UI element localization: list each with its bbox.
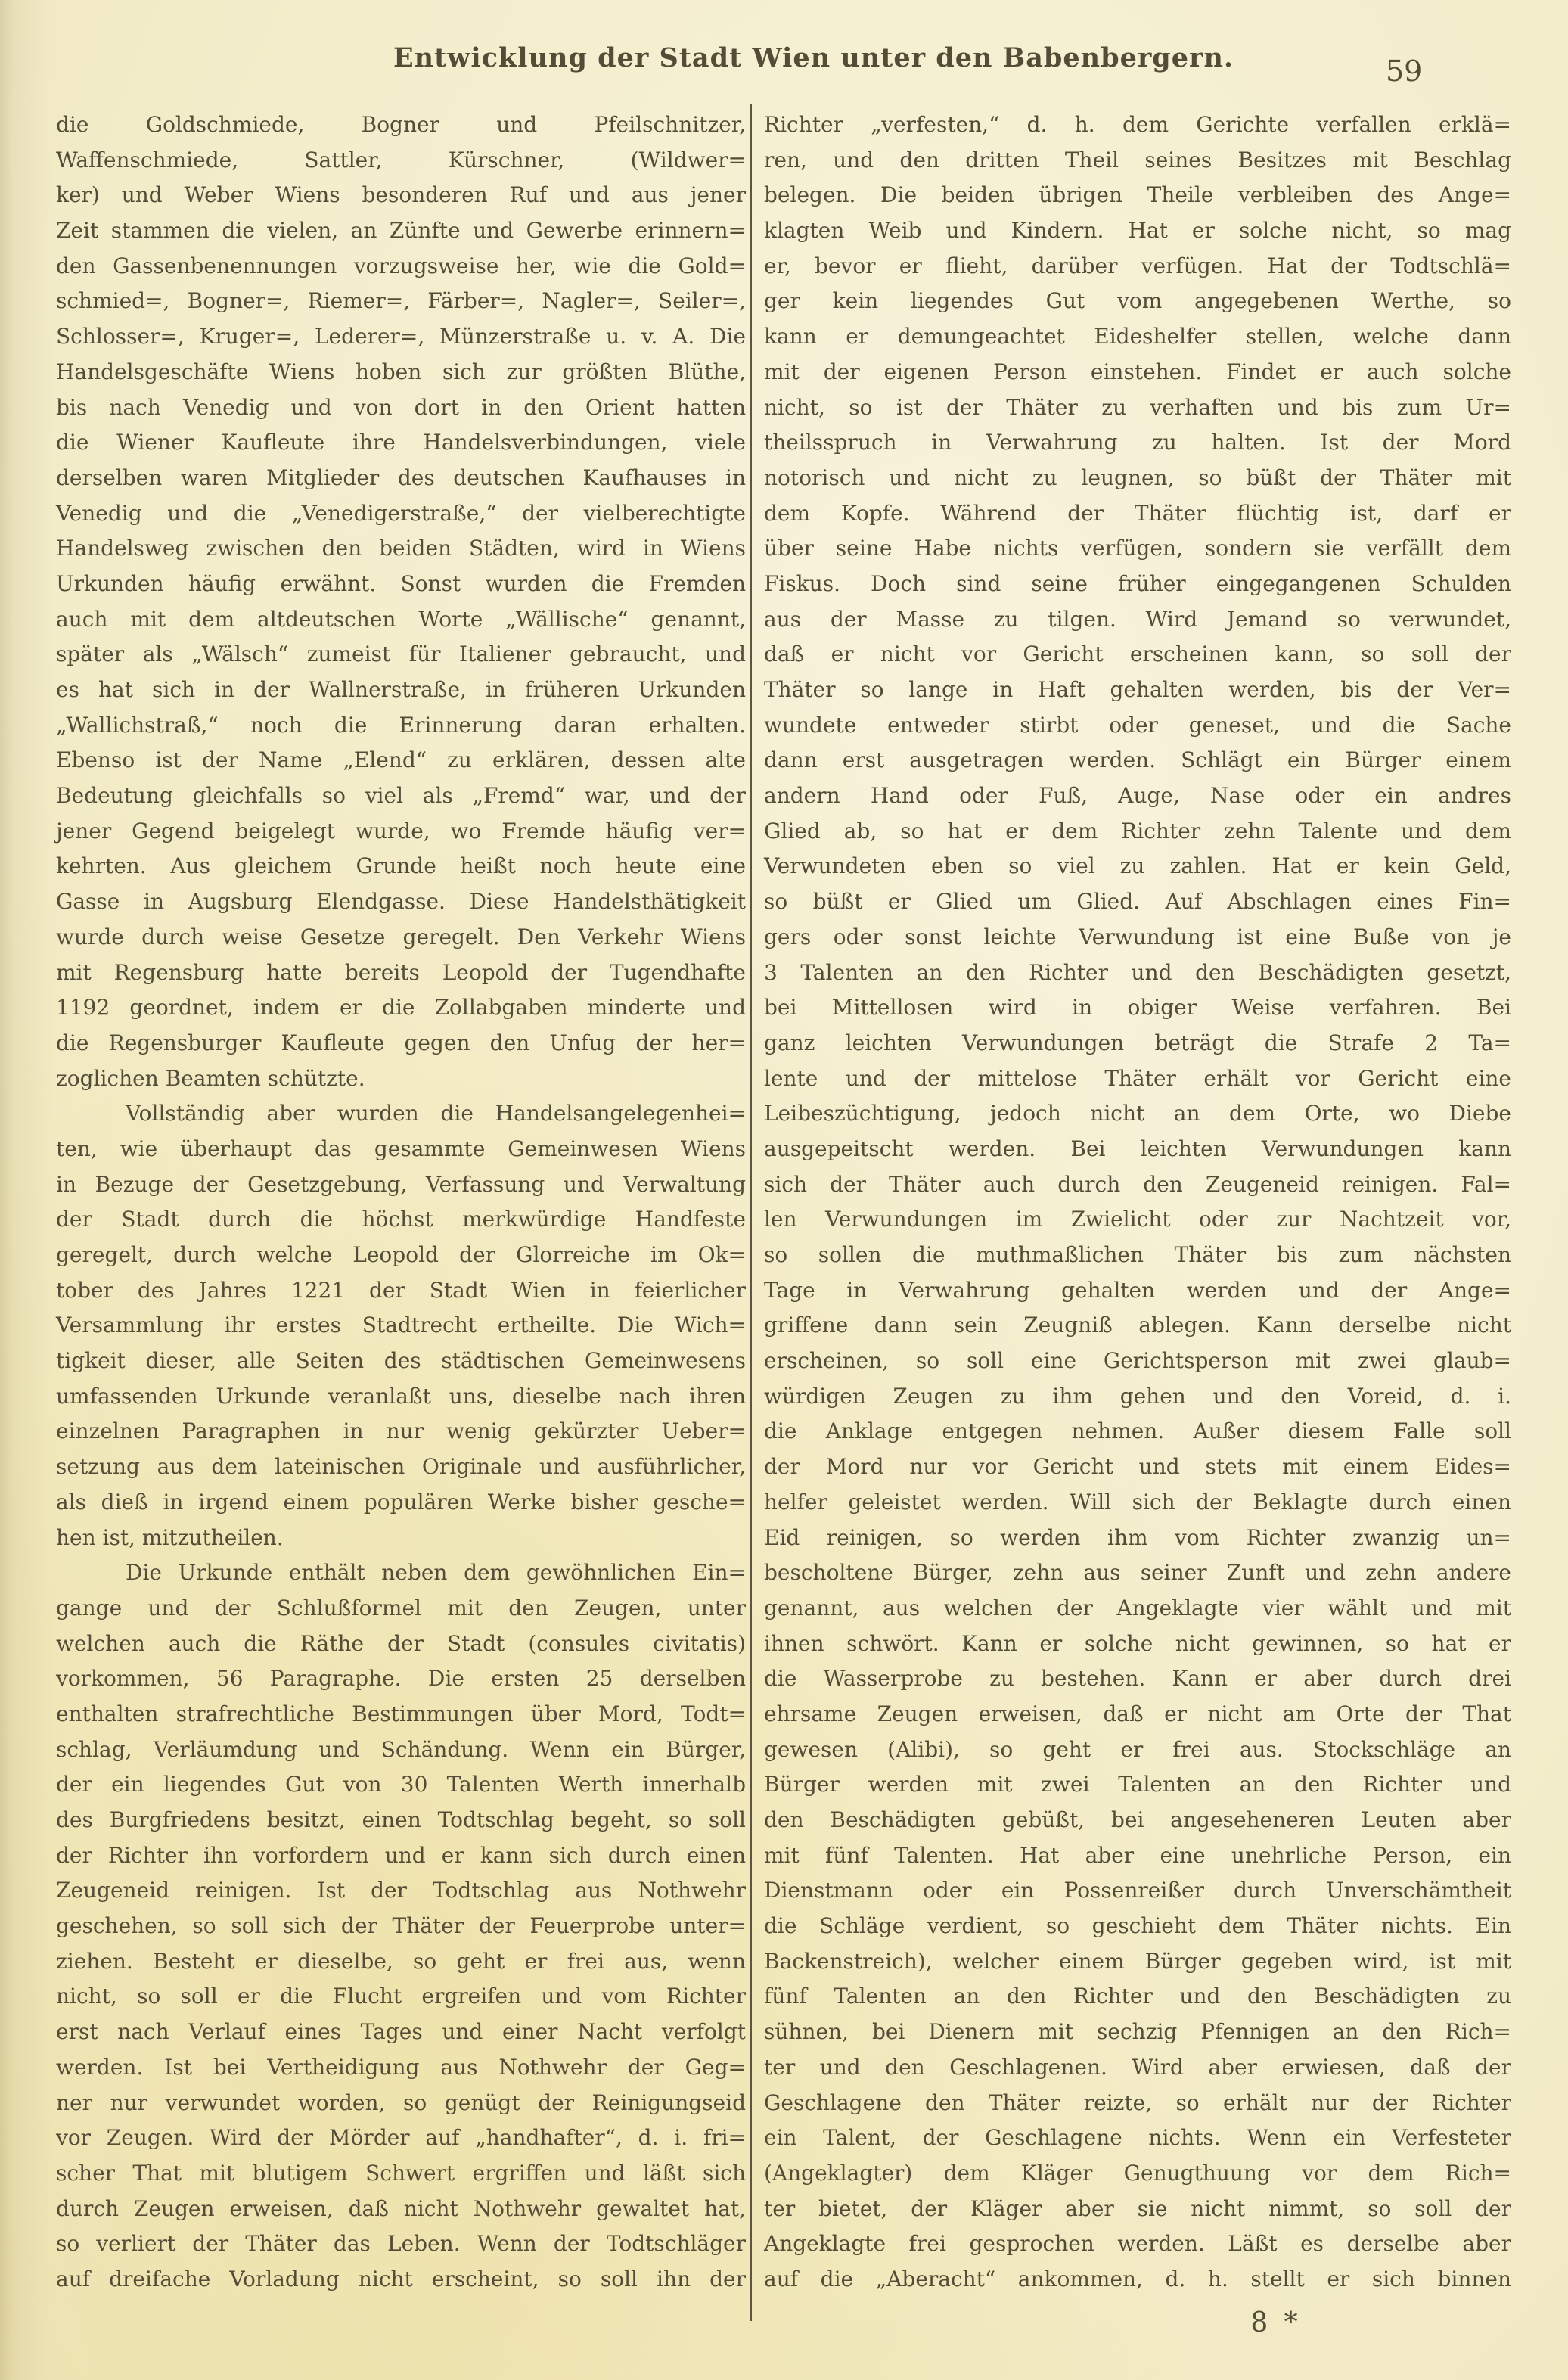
text-line: ger kein liegendes Gut vom angegebenen Werthe, so <box>764 288 1511 314</box>
text-line: theilsspruch in Verwahrung zu halten. Ist der Mord <box>764 430 1511 455</box>
text-line: würdigen Zeugen zu ihm gehen und den Voreid, d. i. <box>764 1383 1511 1409</box>
text-line: ehrsame Zeugen erweisen, daß er nicht am Orte der That <box>764 1701 1511 1726</box>
text-line: andern Hand oder Fuß, Auge, Nase oder ein andres <box>764 783 1511 809</box>
text-line: ner nur verwundet worden, so genügt der Reinigungseid <box>56 2089 746 2115</box>
text-line: Versammlung ihr erstes Stadtrecht ertheilte. Die Wich= <box>56 1313 746 1338</box>
text-line: die Regensburger Kaufleute gegen den Unfug der her= <box>56 1030 746 1055</box>
text-line: schlag, Verläumdung und Schändung. Wenn ein Bürger, <box>56 1736 746 1762</box>
text-line: tober des Jahres 1221 der Stadt Wien in feierlicher <box>56 1277 746 1303</box>
text-line: ren, und den dritten Theil seines Besitzes mit Beschlag <box>764 147 1511 172</box>
text-line: 3 Talenten an den Richter und den Beschädigten gesetzt, <box>764 959 1511 985</box>
text-line: dem Kopfe. Während der Thäter flüchtig ist, darf er <box>764 500 1511 526</box>
text-line: Leibeszüchtigung, jedoch nicht an dem Orte, wo Diebe <box>764 1101 1511 1126</box>
text-line: fünf Talenten an den Richter und den Beschädigten zu <box>764 1984 1511 2009</box>
text-line: durch Zeugen erweisen, daß nicht Nothwehr gewaltet hat, <box>56 2195 746 2221</box>
text-line: Glied ab, so hat er dem Richter zehn Talente und dem <box>764 818 1511 844</box>
text-line: Richter „verfesten,“ d. h. dem Gerichte verfallen erklä= <box>764 112 1511 137</box>
text-line: über seine Habe nichts verfügen, sondern sie verfällt dem <box>764 536 1511 561</box>
text-line: die Anklage entgegen nehmen. Außer diesem Falle soll <box>764 1418 1511 1444</box>
text-line: Geschlagene den Thäter reizte, so erhält nur der Richter <box>764 2089 1511 2115</box>
text-line: als dieß in irgend einem populären Werke bisher gesche= <box>56 1489 746 1515</box>
text-line: sich der Thäter auch durch den Zeugeneid reinigen. Fal= <box>764 1171 1511 1197</box>
text-line: vor Zeugen. Wird der Mörder auf „handhafter“, d. i. fri= <box>56 2125 746 2151</box>
text-line: (Angeklagter) dem Kläger Genugthuung vor dem Rich= <box>764 2160 1511 2186</box>
text-line: den Gassenbenennungen vorzugsweise her, wie die Gold= <box>56 253 746 278</box>
text-line: sühnen, bei Dienern mit sechzig Pfennigen an den Rich= <box>764 2019 1511 2045</box>
text-line: so büßt er Glied um Glied. Auf Abschlagen eines Fin= <box>764 889 1511 915</box>
text-line: enthalten strafrechtliche Bestimmungen über Mord, Todt= <box>56 1701 746 1726</box>
text-line: genannt, aus welchen der Angeklagte vier wählt und mit <box>764 1595 1511 1620</box>
text-line: Bedeutung gleichfalls so viel als „Fremd“ war, und der <box>56 783 746 809</box>
right-text-column <box>764 107 1511 2298</box>
text-line: ein Talent, der Geschlagene nichts. Wenn ein Verfesteter <box>764 2125 1511 2151</box>
text-line: die Schläge verdient, so geschieht dem Thäter nichts. Ein <box>764 1913 1511 1939</box>
text-line: der Stadt durch die höchst merkwürdige Handfeste <box>56 1207 746 1232</box>
text-line: Zeugeneid reinigen. Ist der Todtschlag aus Nothwehr <box>56 1878 746 1903</box>
text-line: mit Regensburg hatte bereits Leopold der Tugendhafte <box>56 959 746 985</box>
text-line: schmied=, Bogner=, Riemer=, Färber=, Nagler=, Seiler=, <box>56 288 746 314</box>
text-line: der Richter ihn vorfordern und er kann sich durch einen <box>56 1842 746 1868</box>
text-line: ziehen. Besteht er dieselbe, so geht er frei aus, wenn <box>56 1948 746 1974</box>
text-line: Venedig und die „Venedigerstraße,“ der vielberechtigte <box>56 500 746 526</box>
text-line: er, bevor er flieht, darüber verfügen. Hat der Todtschlä= <box>764 253 1511 278</box>
text-line: der ein liegendes Gut von 30 Talenten Werth innerhalb <box>56 1772 746 1797</box>
text-line: hen ist, mitzutheilen. <box>56 1524 284 1550</box>
text-line: kehrten. Aus gleichem Grunde heißt noch heute eine <box>56 853 746 879</box>
text-line: wurde durch weise Gesetze geregelt. Den Verkehr Wiens <box>56 924 746 949</box>
text-line: setzung aus dem lateinischen Originale und ausführlicher, <box>56 1454 746 1480</box>
text-line: Angeklagte frei gesprochen werden. Läßt es derselbe aber <box>764 2231 1511 2257</box>
text-line: len Verwundungen im Zwielicht oder zur Nachtzeit vor, <box>764 1207 1511 1232</box>
running-header: Entwicklung der Stadt Wien unter den Babenbergern. <box>393 42 1234 73</box>
text-line: geregelt, durch welche Leopold der Glorreiche im Ok= <box>56 1242 746 1267</box>
text-line: welchen auch die Räthe der Stadt (consules civitatis) <box>56 1630 746 1656</box>
text-line: vorkommen, 56 Paragraphe. Die ersten 25 derselben <box>56 1666 746 1692</box>
text-line: Waffenschmiede, Sattler, Kürschner, (Wildwer= <box>56 147 746 172</box>
text-line: Eid reinigen, so werden ihm vom Richter zwanzig un= <box>764 1524 1511 1550</box>
text-line: gewesen (Alibi), so geht er frei aus. Stockschläge an <box>764 1736 1511 1762</box>
text-line: ker) und Weber Wiens besonderen Ruf und aus jener <box>56 182 746 208</box>
page-number: 59 <box>1386 54 1423 88</box>
text-line: scher That mit blutigem Schwert ergriffen und läßt sich <box>56 2160 746 2186</box>
text-line: gange und der Schlußformel mit den Zeugen, unter <box>56 1595 746 1620</box>
text-line: belegen. Die beiden übrigen Theile verbleiben des Ange= <box>764 182 1511 208</box>
text-line: ganz leichten Verwundungen beträgt die Strafe 2 Ta= <box>764 1030 1511 1055</box>
text-line: bis nach Venedig und von dort in den Orient hatten <box>56 394 746 420</box>
text-line: Zeit stammen die vielen, an Zünfte und Gewerbe erinnern= <box>56 218 746 244</box>
text-line: werden. Ist bei Vertheidigung aus Nothwehr der Geg= <box>56 2054 746 2080</box>
text-line: so sollen die muthmaßlichen Thäter bis zum nächsten <box>764 1242 1511 1267</box>
text-line: einzelnen Paragraphen in nur wenig gekürzter Ueber= <box>56 1418 746 1444</box>
text-line: die Goldschmiede, Bogner und Pfeilschnitzer, <box>56 112 746 137</box>
text-line: nicht, so ist der Thäter zu verhaften und bis zum Ur= <box>764 394 1511 420</box>
text-line: Dienstmann oder ein Possenreißer durch Unverschämtheit <box>764 1878 1511 1903</box>
text-line: mit fünf Talenten. Hat aber eine unehrliche Person, ein <box>764 1842 1511 1868</box>
text-line: Handelsgeschäfte Wiens hoben sich zur größten Blüthe, <box>56 359 746 384</box>
text-line: Fiskus. Doch sind seine früher eingegangenen Schulden <box>764 570 1511 596</box>
text-line: es hat sich in der Wallnerstraße, in früheren Urkunden <box>56 677 746 702</box>
text-line: erscheinen, so soll eine Gerichtsperson mit zwei glaub= <box>764 1348 1511 1374</box>
text-line: Verwundeten eben so viel zu zahlen. Hat er kein Geld, <box>764 853 1511 879</box>
text-line: erst nach Verlauf eines Tages und einer Nacht verfolgt <box>56 2019 746 2045</box>
text-line: die Wiener Kaufleute ihre Handelsverbindungen, viele <box>56 430 746 455</box>
text-line: jener Gegend beigelegt wurde, wo Fremde häufig ver= <box>56 818 746 844</box>
text-line: auf die „Aberacht“ ankommen, d. h. stellt er sich binnen <box>764 2266 1511 2291</box>
text-line: ter bietet, der Kläger aber sie nicht nimmt, so soll der <box>764 2195 1511 2221</box>
text-line: 1192 geordnet, indem er die Zollabgaben minderte und <box>56 995 746 1021</box>
text-line: auf dreifache Vorladung nicht erscheint, so soll ihn der <box>56 2266 746 2291</box>
text-line: helfer geleistet werden. Will sich der Beklagte durch einen <box>764 1489 1511 1515</box>
text-line: bei Mittellosen wird in obiger Weise verfahren. Bei <box>764 995 1511 1021</box>
text-line: wundete entweder stirbt oder geneset, und die Sache <box>764 712 1511 738</box>
text-line: des Burgfriedens besitzt, einen Todtschlag begeht, so soll <box>56 1807 746 1832</box>
text-line: bescholtene Bürger, zehn aus seiner Zunft und zehn andere <box>764 1560 1511 1586</box>
text-line: aus der Masse zu tilgen. Wird Jemand so verwundet, <box>764 606 1511 632</box>
text-line: ten, wie überhaupt das gesammte Gemeinwesen Wiens <box>56 1136 746 1161</box>
text-line: dann erst ausgetragen werden. Schlägt ein Bürger einem <box>764 747 1511 773</box>
text-line: nicht, so soll er die Flucht ergreifen und vom Richter <box>56 1984 746 2009</box>
text-line: Tage in Verwahrung gehalten werden und der Ange= <box>764 1277 1511 1303</box>
text-line: daß er nicht vor Gericht erscheinen kann, so soll der <box>764 642 1511 667</box>
text-line: ausgepeitscht werden. Bei leichten Verwundungen kann <box>764 1136 1511 1161</box>
column-divider-rule <box>750 104 752 2321</box>
text-line: geschehen, so soll sich der Thäter der Feuerprobe unter= <box>56 1913 746 1939</box>
signature-mark: 8 * <box>1250 2307 1302 2338</box>
text-line: den Beschädigten gebüßt, bei angeseheneren Leuten aber <box>764 1807 1511 1832</box>
text-line: Urkunden häufig erwähnt. Sonst wurden die Fremden <box>56 570 746 596</box>
text-line: umfassenden Urkunde veranlaßt uns, dieselbe nach ihren <box>56 1383 746 1409</box>
text-line: Die Urkunde enthält neben dem gewöhnlichen Ein= <box>126 1560 746 1586</box>
text-line: die Wasserprobe zu bestehen. Kann er aber durch drei <box>764 1666 1511 1692</box>
text-line: der Mord nur vor Gericht und stets mit einem Eides= <box>764 1454 1511 1480</box>
text-line: mit der eigenen Person einstehen. Findet er auch solche <box>764 359 1511 384</box>
text-line: Thäter so lange in Haft gehalten werden, bis der Ver= <box>764 677 1511 702</box>
text-line: auch mit dem altdeutschen Worte „Wällische“ genannt, <box>56 606 746 632</box>
text-line: Handelsweg zwischen den beiden Städten, wird in Wiens <box>56 536 746 561</box>
text-line: Schlosser=, Kruger=, Lederer=, Münzerstraße u. v. A. Die <box>56 324 746 350</box>
text-line: lente und der mittelose Thäter erhält vor Gericht eine <box>764 1065 1511 1091</box>
text-line: gers oder sonst leichte Verwundung ist eine Buße von je <box>764 924 1511 949</box>
text-line: Gasse in Augsburg Elendgasse. Diese Handelsthätigkeit <box>56 889 746 915</box>
left-text-column <box>56 107 746 2298</box>
text-line: notorisch und nicht zu leugnen, so büßt der Thäter mit <box>764 465 1511 490</box>
text-line: Backenstreich), welcher einem Bürger gegeben wird, ist mit <box>764 1948 1511 1974</box>
text-line: klagten Weib und Kindern. Hat er solche nicht, so mag <box>764 218 1511 244</box>
text-line: kann er demungeachtet Eideshelfer stellen, welche dann <box>764 324 1511 350</box>
text-line: Ebenso ist der Name „Elend“ zu erklären, dessen alte <box>56 747 746 773</box>
text-line: zoglichen Beamten schützte. <box>56 1065 365 1091</box>
text-line: in Bezuge der Gesetzgebung, Verfassung und Verwaltung <box>56 1171 746 1197</box>
text-line: ter und den Geschlagenen. Wird aber erwiesen, daß der <box>764 2054 1511 2080</box>
text-line: später als „Wälsch“ zumeist für Italiener gebraucht, und <box>56 642 746 667</box>
text-line: Vollständig aber wurden die Handelsangelegenhei= <box>126 1101 746 1126</box>
text-line: ihnen schwört. Kann er solche nicht gewinnen, so hat er <box>764 1630 1511 1656</box>
text-line: Bürger werden mit zwei Talenten an den Richter und <box>764 1772 1511 1797</box>
text-line: griffene dann sein Zeugniß ablegen. Kann derselbe nicht <box>764 1313 1511 1338</box>
text-line: so verliert der Thäter das Leben. Wenn der Todtschläger <box>56 2231 746 2257</box>
text-line: „Wallichstraß,“ noch die Erinnerung daran erhalten. <box>56 712 746 738</box>
text-line: tigkeit dieser, alle Seiten des städtischen Gemeinwesens <box>56 1348 746 1374</box>
text-line: derselben waren Mitglieder des deutschen Kaufhauses in <box>56 465 746 490</box>
